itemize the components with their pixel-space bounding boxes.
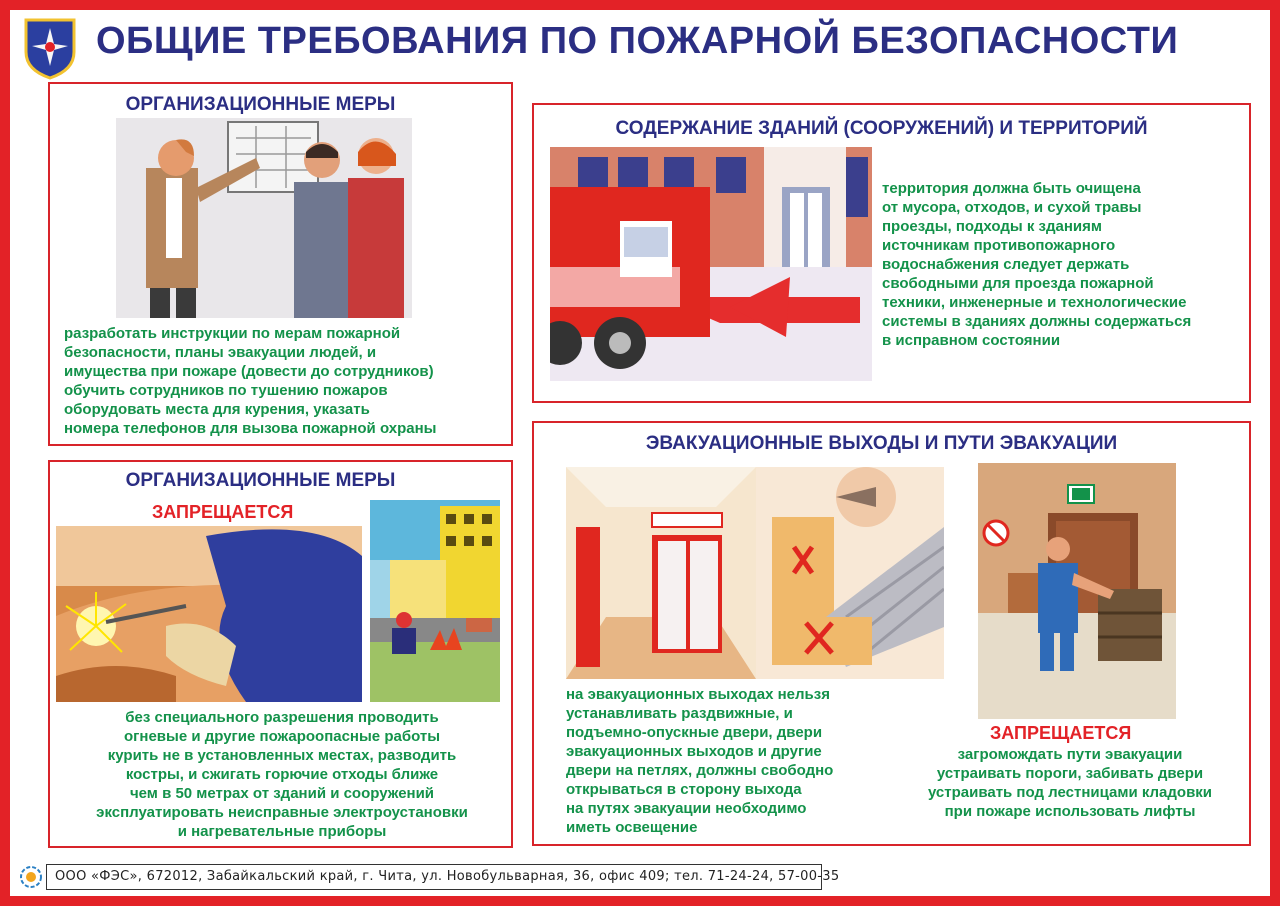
page-title: ОБЩИЕ ТРЕБОВАНИЯ ПО ПОЖАРНОЙ БЕЗОПАСНОСТИ xyxy=(96,20,1179,62)
text-line: огневые и другие пожароопасные работы xyxy=(123,728,441,745)
text-line: в исправном состоянии xyxy=(882,332,1061,349)
text-line: техники, инженерные и технологические xyxy=(882,294,1187,311)
text-line: обучить сотрудников по тушению пожаров xyxy=(64,382,388,399)
company-logo-icon xyxy=(20,866,42,888)
text-line: загромождать пути эвакуации xyxy=(957,746,1183,763)
text-line: на эвакуационных выходах нельзя xyxy=(566,686,830,703)
buildings-text xyxy=(882,179,1191,350)
welding-illustration xyxy=(56,526,362,702)
text-line: иметь освещение xyxy=(566,819,698,836)
evacuation-left-text xyxy=(566,685,833,837)
text-line: от мусора, отходов, и сухой травы xyxy=(882,199,1142,216)
forbidden-label: ЗАПРЕЩАЕТСЯ xyxy=(990,723,1132,743)
panel-organizational-measures xyxy=(48,82,513,446)
emergency-ministry-emblem-icon xyxy=(22,16,78,80)
meeting-illustration xyxy=(116,118,412,318)
text-line: устанавливать раздвижные, и xyxy=(566,705,793,722)
text-line: на путях эвакуации необходимо xyxy=(566,800,807,817)
text-line: двери на петлях, должны свободно xyxy=(566,762,834,779)
panel-buildings-territories xyxy=(532,103,1251,403)
forbidden-label: ЗАПРЕЩАЕТСЯ xyxy=(152,502,294,522)
exit-sign-icon xyxy=(1068,485,1094,503)
text-line: курить не в установленных местах, разводить xyxy=(107,747,457,764)
text-line: территория должна быть очищена xyxy=(882,180,1141,197)
no-smoking-sign-icon xyxy=(984,521,1008,545)
text-line: безопасности, планы эвакуации людей, и xyxy=(64,344,377,361)
footer-contact: ООО «ФЭС», 672012, Забайкальский край, г. Чита, ул. Новобульварная, 36, офис 409; тел. 71-24-24, 57-00-35 xyxy=(46,864,822,890)
campfire-illustration xyxy=(370,500,500,702)
panel-title: ЭВАКУАЦИОННЫЕ ВЫХОДЫ И ПУТИ ЭВАКУАЦИИ xyxy=(645,433,1118,454)
text-line: устраивать пороги, забивать двери xyxy=(936,765,1204,782)
text-line: устраивать под лестницами кладовки xyxy=(927,784,1213,801)
blocked-door-illustration xyxy=(978,463,1176,719)
text-line: проезды, подходы к зданиям xyxy=(882,218,1102,235)
org-forbidden-text xyxy=(62,708,502,841)
text-line: эксплуатировать неисправные электроустановки xyxy=(96,804,468,821)
text-line: чем в 50 метрах от зданий и сооружений xyxy=(129,785,435,802)
panel-evacuation xyxy=(532,421,1251,846)
panel-title: ОРГАНИЗАЦИОННЫЕ МЕРЫ xyxy=(125,470,396,491)
evacuation-hallway-illustration xyxy=(566,467,944,679)
text-line: источникам противопожарного xyxy=(882,237,1116,254)
text-line: свободными для проезда пожарной xyxy=(882,275,1154,292)
text-line: открываться в сторону выхода xyxy=(566,781,802,798)
text-line: системы в зданиях должны содержаться xyxy=(882,313,1192,330)
text-line: без специального разрешения проводить xyxy=(125,709,439,726)
text-line: номера телефонов для вызова пожарной охраны xyxy=(64,420,437,437)
text-line: водоснабжения следует держать xyxy=(882,256,1130,273)
text-line: и нагревательные приборы xyxy=(177,823,387,840)
text-line: имущества при пожаре (довести до сотрудников) xyxy=(64,363,434,380)
fire-truck-illustration xyxy=(550,147,872,381)
panel-title: СОДЕРЖАНИЕ ЗДАНИЙ (СООРУЖЕНИЙ) И ТЕРРИТОРИЙ xyxy=(615,118,1148,139)
text-line: разработать инструкции по мерам пожарной xyxy=(64,325,401,342)
text-line: при пожаре использовать лифты xyxy=(944,803,1196,820)
panel-organizational-forbidden xyxy=(48,460,513,848)
text-line: подъемно-опускные двери, двери xyxy=(566,724,823,741)
evacuation-right-text xyxy=(906,745,1234,821)
panel-title: ОРГАНИЗАЦИОННЫЕ МЕРЫ xyxy=(125,94,396,115)
text-line: оборудовать места для курения, указать xyxy=(64,401,370,418)
org-measures-text xyxy=(64,324,436,438)
text-line: костры, и сжигать горючие отходы ближе xyxy=(125,766,439,783)
text-line: эвакуационных выходов и другие xyxy=(566,743,822,760)
